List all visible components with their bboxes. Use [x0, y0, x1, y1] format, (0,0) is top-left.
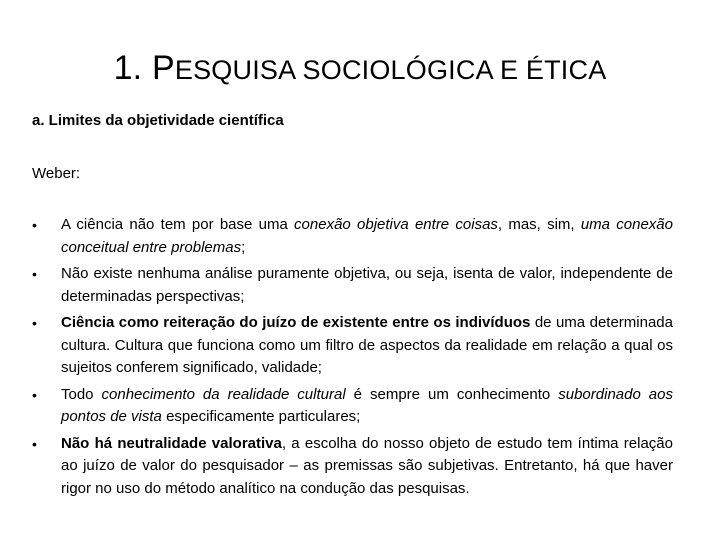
bullet-text-segment: , a escolha do nosso objeto de estudo tem íntima relação ao juízo de valor do pesquisador – as premissas são subjetivas. Entretanto, há que haver rigor no uso do método analítico na condução das pesquisas. [61, 434, 673, 497]
bullet-item [32, 214, 673, 259]
bullet-text-segment: conhecimento da realidade cultural [101, 385, 346, 403]
bullet-text-segment: , mas, sim, [497, 216, 581, 233]
bullet-list [32, 214, 673, 504]
title-rest: ESQUISA SOCIOLÓGICA E ÉTICA [174, 55, 607, 85]
bullet-text-segment: uma conexão conceitual entre problemas [61, 216, 673, 256]
bullet-text-segment: Não existe nenhuma análise puramente objetiva, ou seja, isenta de valor, independente de determinadas perspectivas; [61, 265, 673, 305]
slide-title [0, 46, 720, 92]
bullet-marker: • [32, 266, 37, 282]
bullet-item [32, 312, 673, 380]
bullet-text-segment: Não há neutralidade valorativa [61, 434, 282, 452]
bullet-marker: • [32, 315, 37, 331]
bullet-item [32, 433, 673, 501]
bullet-text-segment: A ciência não tem por base uma [61, 216, 295, 233]
bullet-text-segment: especificamente particulares; [161, 408, 361, 425]
title-number: 1. [113, 49, 143, 87]
bullet-marker: • [32, 217, 37, 233]
intro-label: Weber: [32, 165, 81, 182]
bullet-text-segment: ; [241, 238, 246, 256]
bullet-text-segment: Ciência como reiteração do juízo de existente entre os indivíduos [61, 314, 531, 331]
section-subtitle: a. Limites da objetividade científica [32, 112, 284, 129]
bullet-text-segment: Todo [61, 385, 102, 403]
title-first-letter: P [152, 49, 175, 87]
bullet-marker: • [32, 435, 37, 452]
bullet-text-segment: subordinado aos pontos de vista [61, 385, 673, 425]
bullet-text-segment: de uma determinada cultura. Cultura que funciona como um filtro de aspectos da realidade em relação a qual os sujeitos conferem significado, validade; [61, 314, 673, 376]
bullet-text-segment: conexão objetiva entre coisas [294, 216, 498, 233]
bullet-item [32, 384, 673, 429]
bullet-text-segment: é sempre um conhecimento [345, 385, 559, 403]
bullet-marker: • [32, 386, 37, 403]
bullet-item [32, 263, 673, 308]
